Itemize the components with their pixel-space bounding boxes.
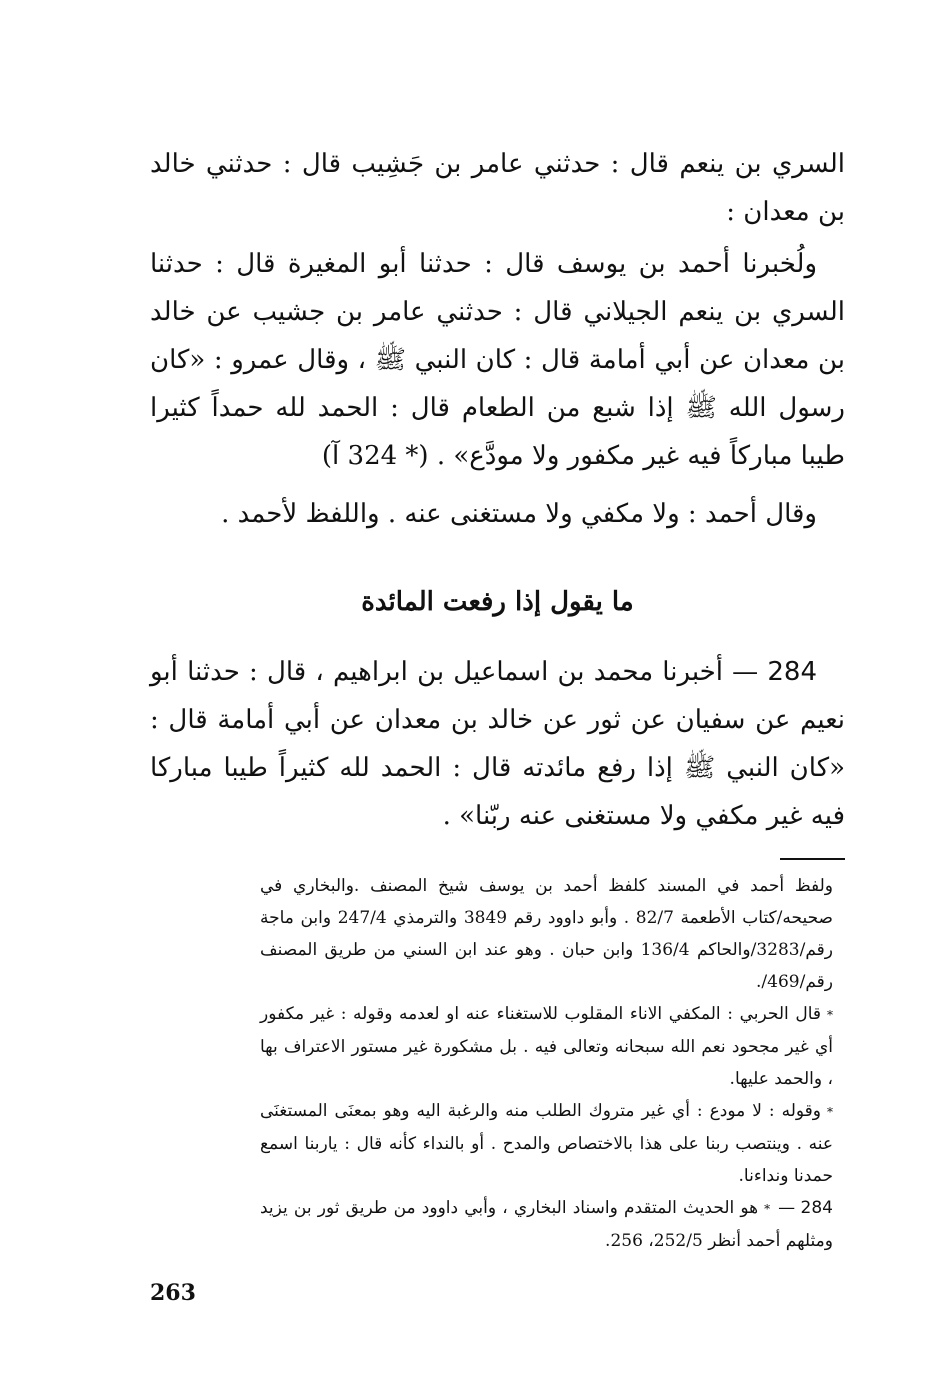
hadith-number: 284: [767, 657, 817, 687]
footnote-divider: [780, 858, 845, 860]
page-number: 263: [150, 1280, 196, 1306]
paragraph-4: [150, 648, 845, 840]
paragraph-2: ولُخبرنا أحمد بن يوسف قال : حدثنا أبو المغيرة قال : حدثنا السري بن ينعم الجيلاني قال : حدثني عامر بن جشيب عن خالد بن معدان عن أبي أمامة قال : كان النبي ﷺ ، وقال عمرو : «كان رسول الله ﷺ إذا شبع من الطعام قال : الحمد لله حمداً كثيرا طيبا مباركاً فيه غير مكفور ولا مودَّع» . (* 324 آ): [150, 249, 845, 471]
footnote-3-text: وقوله : لا مودع : أي غير متروك الطلب منه والرغبة اليه وهو بمعنَى المستغنَى عنه . وينتصب ربنا على هذا بالاختصاص والمدح . أو بالنداء كأنه قال : ياربنا اسمع حمدنا ونداءنا.: [260, 1101, 833, 1186]
footnote-3: [260, 1095, 833, 1192]
footnotes: [150, 870, 845, 1257]
footnote-4: [260, 1192, 833, 1257]
footnote-1: ولفظ أحمد في المسند كلفظ أحمد بن يوسف شيخ المصنف .والبخاري في صحيحه/كتاب الأطعمة 82/7 . وأبو داوود رقم 3849 والترمذي 247/4 وابن ماجة رقم/3283/والحاكم 136/4 وابن حبان . وهو عند ابن السني من طريق المصنف رقم/469/.: [260, 876, 833, 992]
paragraph-3: وقال أحمد : ولا مكفي ولا مستغنى عنه . واللفظ لأحمد .: [221, 499, 817, 529]
footnote-2: [260, 998, 833, 1095]
section-heading: ما يقول إذا رفعت المائدة: [361, 587, 634, 617]
paragraph-1: السري بن ينعم قال : حدثني عامر بن جَشِيب قال : حدثني خالد بن معدان :: [150, 149, 845, 227]
document-page: [150, 140, 845, 1340]
footnote-2-text: قال الحربي : المكفي الاناء المقلوب للاستغناء عنه او لعدمه وقوله : غير مكفور أي غير مجحود نعم الله سبحانه وتعالى فيه . بل مشكورة غير مستور الاعتراف بها ، والحمد عليها.: [260, 1004, 833, 1089]
footnote-4-number: 284 —: [778, 1198, 833, 1218]
footnote-2-mark: *: [827, 1008, 833, 1022]
main-text: [150, 140, 845, 840]
footnote-4-text: هو الحديث المتقدم واسناد البخاري ، وأبي داوود من طريق ثور بن يزيد ومثلهم أحمد أنظر 252/5، 256.: [260, 1198, 833, 1251]
footnote-4-mark: *: [764, 1202, 771, 1216]
paragraph-4-text: — أخبرنا محمد بن اسماعيل بن ابراهيم ، قال : حدثنا أبو نعيم عن سفيان عن ثور عن خالد بن معدان عن أبي أمامة قال : «كان النبي ﷺ إذا رفع مائدته قال : الحمد لله كثيراً طيبا مباركا فيه غير مكفي ولا مستغنى عنه ربّنا» .: [150, 657, 845, 831]
footnote-3-mark: *: [827, 1105, 833, 1119]
